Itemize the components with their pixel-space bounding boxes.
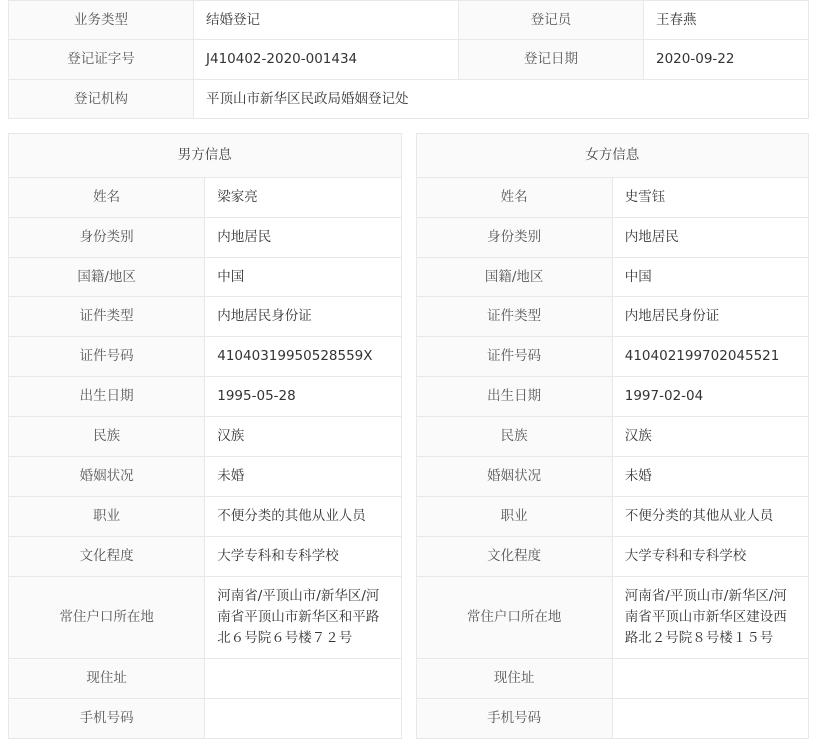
certificate-number-label: 登记证字号 xyxy=(9,40,194,79)
female-education-value: 大学专科和专科学校 xyxy=(612,536,808,576)
female-current-address-label: 现住址 xyxy=(416,658,612,698)
male-occupation-value: 不便分类的其他从业人员 xyxy=(205,497,401,537)
male-occupation-label: 职业 xyxy=(9,497,205,537)
male-current-address-label: 现住址 xyxy=(9,658,205,698)
male-section-header: 男方信息 xyxy=(9,133,402,177)
table-row xyxy=(416,337,809,377)
male-id-type-label: 证件类型 xyxy=(9,297,205,337)
table-row xyxy=(9,417,402,457)
male-id-type-value: 内地居民身份证 xyxy=(205,297,401,337)
male-nationality-value: 中国 xyxy=(205,257,401,297)
female-phone-label: 手机号码 xyxy=(416,698,612,738)
registration-date-label: 登记日期 xyxy=(459,40,644,79)
female-birth-date-label: 出生日期 xyxy=(416,377,612,417)
male-phone-value xyxy=(205,698,401,738)
female-occupation-value: 不便分类的其他从业人员 xyxy=(612,497,808,537)
female-marital-status-label: 婚姻状况 xyxy=(416,457,612,497)
female-name-value: 史雪钰 xyxy=(612,177,808,217)
female-residence-label: 常住户口所在地 xyxy=(416,576,612,658)
table-row xyxy=(416,297,809,337)
registration-date-value: 2020-09-22 xyxy=(644,40,809,79)
table-row xyxy=(416,497,809,537)
business-type-label: 业务类型 xyxy=(9,1,194,40)
female-nationality-value: 中国 xyxy=(612,257,808,297)
certificate-number-value: J410402-2020-001434 xyxy=(194,40,459,79)
male-info-table xyxy=(8,133,402,739)
table-row xyxy=(9,658,402,698)
table-row xyxy=(9,217,402,257)
male-education-label: 文化程度 xyxy=(9,536,205,576)
table-row xyxy=(416,576,809,658)
female-section-header: 女方信息 xyxy=(416,133,809,177)
female-phone-value xyxy=(612,698,808,738)
male-marital-status-value: 未婚 xyxy=(205,457,401,497)
female-id-type-value: 内地居民身份证 xyxy=(612,297,808,337)
female-marital-status-value: 未婚 xyxy=(612,457,808,497)
female-id-number-label: 证件号码 xyxy=(416,337,612,377)
male-residence-label: 常住户口所在地 xyxy=(9,576,205,658)
table-row xyxy=(9,337,402,377)
male-name-label: 姓名 xyxy=(9,177,205,217)
registration-org-label: 登记机构 xyxy=(9,79,194,118)
female-identity-type-value: 内地居民 xyxy=(612,217,808,257)
male-birth-date-label: 出生日期 xyxy=(9,377,205,417)
male-education-value: 大学专科和专科学校 xyxy=(205,536,401,576)
male-birth-date-value: 1995-05-28 xyxy=(205,377,401,417)
table-row xyxy=(416,377,809,417)
table-row xyxy=(416,133,809,177)
male-id-number-label: 证件号码 xyxy=(9,337,205,377)
registration-org-value: 平顶山市新华区民政局婚姻登记处 xyxy=(194,79,809,118)
female-column xyxy=(416,133,810,739)
female-id-type-label: 证件类型 xyxy=(416,297,612,337)
table-row xyxy=(416,417,809,457)
table-row xyxy=(416,536,809,576)
table-row xyxy=(9,698,402,738)
table-row xyxy=(416,658,809,698)
table-row xyxy=(9,297,402,337)
male-identity-type-label: 身份类别 xyxy=(9,217,205,257)
table-row xyxy=(9,576,402,658)
registrar-label: 登记员 xyxy=(459,1,644,40)
table-row xyxy=(9,1,809,40)
table-row xyxy=(9,257,402,297)
table-row xyxy=(9,133,402,177)
female-ethnicity-label: 民族 xyxy=(416,417,612,457)
table-row xyxy=(416,698,809,738)
male-column xyxy=(8,133,402,739)
table-row xyxy=(416,177,809,217)
female-residence-value: 河南省/平顶山市/新华区/河南省平顶山市新华区建设西路北２号院８号楼１５号 xyxy=(612,576,808,658)
male-nationality-label: 国籍/地区 xyxy=(9,257,205,297)
male-identity-type-value: 内地居民 xyxy=(205,217,401,257)
registrar-value: 王春燕 xyxy=(644,1,809,40)
table-row xyxy=(9,177,402,217)
table-row xyxy=(416,457,809,497)
table-row xyxy=(9,40,809,79)
table-row xyxy=(416,257,809,297)
male-residence-value: 河南省/平顶山市/新华区/河南省平顶山市新华区和平路北６号院６号楼７２号 xyxy=(205,576,401,658)
female-identity-type-label: 身份类别 xyxy=(416,217,612,257)
table-row xyxy=(416,217,809,257)
table-row xyxy=(9,377,402,417)
male-phone-label: 手机号码 xyxy=(9,698,205,738)
male-name-value: 梁家亮 xyxy=(205,177,401,217)
male-ethnicity-label: 民族 xyxy=(9,417,205,457)
male-marital-status-label: 婚姻状况 xyxy=(9,457,205,497)
male-current-address-value xyxy=(205,658,401,698)
female-nationality-label: 国籍/地区 xyxy=(416,257,612,297)
person-columns xyxy=(8,133,809,739)
female-education-label: 文化程度 xyxy=(416,536,612,576)
male-id-number-value: 41040319950528559X xyxy=(205,337,401,377)
table-row xyxy=(9,536,402,576)
table-row xyxy=(9,457,402,497)
female-birth-date-value: 1997-02-04 xyxy=(612,377,808,417)
table-row xyxy=(9,79,809,118)
female-ethnicity-value: 汉族 xyxy=(612,417,808,457)
business-type-value: 结婚登记 xyxy=(194,1,459,40)
female-name-label: 姓名 xyxy=(416,177,612,217)
table-row xyxy=(9,497,402,537)
female-info-table xyxy=(416,133,810,739)
female-current-address-value xyxy=(612,658,808,698)
male-ethnicity-value: 汉族 xyxy=(205,417,401,457)
female-id-number-value: 410402199702045521 xyxy=(612,337,808,377)
female-occupation-label: 职业 xyxy=(416,497,612,537)
summary-table xyxy=(8,0,809,119)
